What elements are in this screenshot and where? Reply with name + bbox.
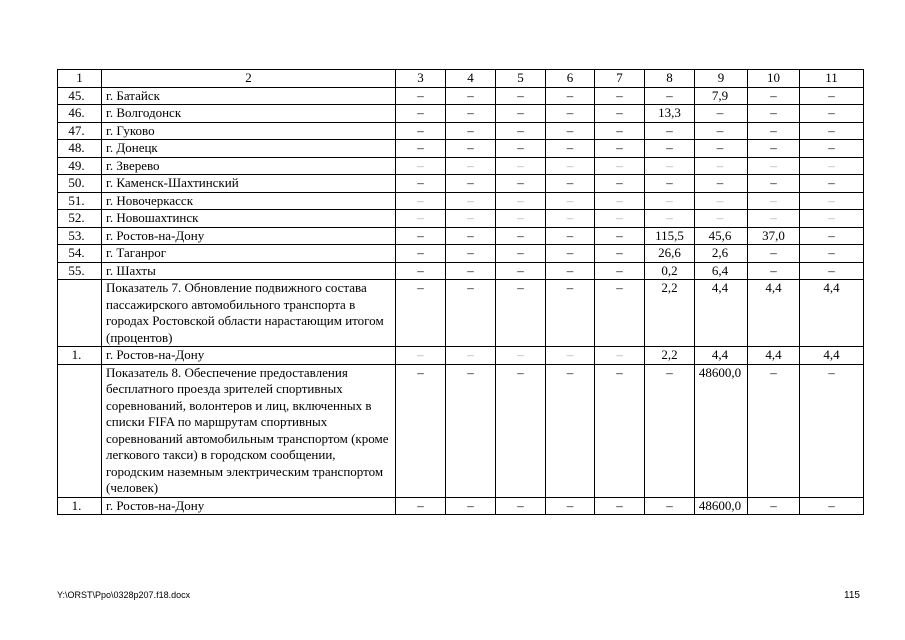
footer-file-path: Y:\ORST\Ppo\0328p207.f18.docx xyxy=(57,590,191,600)
value-cell: – xyxy=(800,497,864,515)
header-cell: 2 xyxy=(102,70,396,88)
value-cell: – xyxy=(496,140,546,158)
value-cell: – xyxy=(748,262,800,280)
value-cell: – xyxy=(396,280,446,347)
value-cell: – xyxy=(645,497,695,515)
value-cell: – xyxy=(748,364,800,497)
row-number: 49. xyxy=(58,157,102,175)
row-number: 51. xyxy=(58,192,102,210)
value-cell: 4,4 xyxy=(748,347,800,365)
row-number: 53. xyxy=(58,227,102,245)
header-cell: 10 xyxy=(748,70,800,88)
value-cell: – xyxy=(546,157,595,175)
row-name: г. Новочеркасск xyxy=(102,192,396,210)
table-row xyxy=(58,280,864,347)
table-row xyxy=(58,122,864,140)
table-row xyxy=(58,245,864,263)
value-cell: – xyxy=(396,192,446,210)
value-cell: – xyxy=(496,245,546,263)
value-cell: 4,4 xyxy=(800,347,864,365)
value-cell: – xyxy=(496,175,546,193)
value-cell: – xyxy=(595,122,645,140)
row-name: Показатель 8. Обеспечение предоставления бесплатного проезда зрителей спортивных соревнований, волонтеров и лиц, включенных в списки FIFA по маршрутам спортивных соревнований автомобильным транспортом (кроме легкового такси) в городском сообщении, городским наземным электрическим транспортом (человек) xyxy=(102,364,396,497)
value-cell: – xyxy=(396,122,446,140)
value-cell: – xyxy=(496,122,546,140)
value-cell: – xyxy=(695,192,748,210)
row-name: г. Ростов-на-Дону xyxy=(102,227,396,245)
row-number: 48. xyxy=(58,140,102,158)
value-cell: – xyxy=(595,497,645,515)
value-cell: 48600,0 xyxy=(695,497,748,515)
value-cell: – xyxy=(800,140,864,158)
value-cell: – xyxy=(496,210,546,228)
value-cell: – xyxy=(546,262,595,280)
value-cell: 2,6 xyxy=(695,245,748,263)
value-cell: – xyxy=(446,245,496,263)
value-cell: – xyxy=(595,192,645,210)
value-cell: – xyxy=(748,497,800,515)
value-cell: 4,4 xyxy=(800,280,864,347)
value-cell: – xyxy=(595,347,645,365)
row-name: г. Волгодонск xyxy=(102,105,396,123)
value-cell: – xyxy=(446,347,496,365)
row-name: г. Новошахтинск xyxy=(102,210,396,228)
value-cell: – xyxy=(800,175,864,193)
header-cell: 1 xyxy=(58,70,102,88)
value-cell: – xyxy=(800,122,864,140)
data-table xyxy=(57,69,864,515)
value-cell: – xyxy=(396,262,446,280)
page-number: 115 xyxy=(844,590,860,601)
value-cell: 45,6 xyxy=(695,227,748,245)
value-cell: 4,4 xyxy=(695,280,748,347)
row-name: г. Гуково xyxy=(102,122,396,140)
value-cell: – xyxy=(645,122,695,140)
value-cell: – xyxy=(446,140,496,158)
row-number: 50. xyxy=(58,175,102,193)
value-cell: – xyxy=(546,280,595,347)
value-cell: – xyxy=(546,245,595,263)
value-cell: – xyxy=(800,262,864,280)
table-row xyxy=(58,87,864,105)
row-number xyxy=(58,364,102,497)
value-cell: – xyxy=(546,347,595,365)
value-cell: – xyxy=(595,364,645,497)
value-cell: – xyxy=(748,87,800,105)
value-cell: – xyxy=(446,227,496,245)
value-cell: – xyxy=(800,210,864,228)
value-cell: – xyxy=(496,262,546,280)
value-cell: 2,2 xyxy=(645,347,695,365)
table-row xyxy=(58,364,864,497)
value-cell: – xyxy=(546,87,595,105)
value-cell: – xyxy=(748,210,800,228)
value-cell: – xyxy=(396,175,446,193)
value-cell: – xyxy=(800,364,864,497)
value-cell: – xyxy=(446,262,496,280)
table-row xyxy=(58,140,864,158)
table-row xyxy=(58,347,864,365)
row-number: 47. xyxy=(58,122,102,140)
value-cell: – xyxy=(645,140,695,158)
value-cell: – xyxy=(446,87,496,105)
value-cell: – xyxy=(446,210,496,228)
header-cell: 6 xyxy=(546,70,595,88)
value-cell: – xyxy=(748,175,800,193)
value-cell: – xyxy=(446,280,496,347)
value-cell: – xyxy=(800,105,864,123)
value-cell: – xyxy=(446,105,496,123)
value-cell: – xyxy=(396,347,446,365)
row-name: г. Ростов-на-Дону xyxy=(102,497,396,515)
value-cell: – xyxy=(695,175,748,193)
value-cell: – xyxy=(496,280,546,347)
value-cell: – xyxy=(595,105,645,123)
value-cell: – xyxy=(748,122,800,140)
value-cell: – xyxy=(800,245,864,263)
table-row xyxy=(58,210,864,228)
value-cell: – xyxy=(595,245,645,263)
value-cell: – xyxy=(595,210,645,228)
value-cell: – xyxy=(496,87,546,105)
value-cell: – xyxy=(748,105,800,123)
header-cell: 3 xyxy=(396,70,446,88)
value-cell: – xyxy=(546,497,595,515)
value-cell: – xyxy=(748,157,800,175)
value-cell: – xyxy=(396,245,446,263)
row-number: 46. xyxy=(58,105,102,123)
value-cell: – xyxy=(800,192,864,210)
row-number: 55. xyxy=(58,262,102,280)
header-cell: 4 xyxy=(446,70,496,88)
value-cell: – xyxy=(396,364,446,497)
value-cell: – xyxy=(546,210,595,228)
value-cell: – xyxy=(396,497,446,515)
table-row xyxy=(58,157,864,175)
value-cell: – xyxy=(645,175,695,193)
value-cell: – xyxy=(748,140,800,158)
value-cell: – xyxy=(546,364,595,497)
value-cell: – xyxy=(446,192,496,210)
value-cell: 0,2 xyxy=(645,262,695,280)
value-cell: – xyxy=(645,192,695,210)
value-cell: 4,4 xyxy=(695,347,748,365)
value-cell: – xyxy=(546,140,595,158)
value-cell: – xyxy=(595,227,645,245)
value-cell: – xyxy=(748,192,800,210)
row-name: г. Батайск xyxy=(102,87,396,105)
row-name: г. Зверево xyxy=(102,157,396,175)
value-cell: – xyxy=(695,122,748,140)
header-cell: 5 xyxy=(496,70,546,88)
header-cell: 9 xyxy=(695,70,748,88)
value-cell: – xyxy=(396,105,446,123)
table-row xyxy=(58,175,864,193)
value-cell: – xyxy=(546,192,595,210)
value-cell: – xyxy=(595,280,645,347)
table-row xyxy=(58,227,864,245)
row-number: 1. xyxy=(58,347,102,365)
value-cell: – xyxy=(695,140,748,158)
value-cell: – xyxy=(595,140,645,158)
value-cell: – xyxy=(396,227,446,245)
value-cell: – xyxy=(396,87,446,105)
value-cell: – xyxy=(496,347,546,365)
value-cell: – xyxy=(446,175,496,193)
row-number: 45. xyxy=(58,87,102,105)
row-number: 52. xyxy=(58,210,102,228)
table-row xyxy=(58,262,864,280)
row-name: г. Шахты xyxy=(102,262,396,280)
value-cell: – xyxy=(446,497,496,515)
value-cell: – xyxy=(645,157,695,175)
row-number: 1. xyxy=(58,497,102,515)
value-cell: – xyxy=(645,87,695,105)
value-cell: – xyxy=(496,192,546,210)
row-name: г. Таганрог xyxy=(102,245,396,263)
value-cell: – xyxy=(800,87,864,105)
value-cell: – xyxy=(546,122,595,140)
value-cell: – xyxy=(396,140,446,158)
value-cell: – xyxy=(496,157,546,175)
table-row xyxy=(58,497,864,515)
header-cell: 11 xyxy=(800,70,864,88)
value-cell: – xyxy=(496,227,546,245)
value-cell: – xyxy=(446,364,496,497)
value-cell: – xyxy=(748,245,800,263)
value-cell: – xyxy=(396,210,446,228)
value-cell: – xyxy=(546,105,595,123)
value-cell: – xyxy=(546,227,595,245)
row-name: г. Ростов-на-Дону xyxy=(102,347,396,365)
value-cell: – xyxy=(800,227,864,245)
value-cell: – xyxy=(496,364,546,497)
row-name: г. Донецк xyxy=(102,140,396,158)
header-cell: 7 xyxy=(595,70,645,88)
value-cell: – xyxy=(496,497,546,515)
value-cell: – xyxy=(695,105,748,123)
value-cell: – xyxy=(595,175,645,193)
value-cell: 115,5 xyxy=(645,227,695,245)
value-cell: – xyxy=(695,157,748,175)
value-cell: – xyxy=(496,105,546,123)
header-cell: 8 xyxy=(645,70,695,88)
value-cell: – xyxy=(446,122,496,140)
value-cell: – xyxy=(595,157,645,175)
value-cell: – xyxy=(645,364,695,497)
value-cell: – xyxy=(645,210,695,228)
value-cell: – xyxy=(800,157,864,175)
value-cell: 48600,0 xyxy=(695,364,748,497)
value-cell: – xyxy=(595,262,645,280)
header-row xyxy=(58,70,864,88)
row-name: г. Каменск-Шахтинский xyxy=(102,175,396,193)
value-cell: 37,0 xyxy=(748,227,800,245)
table-row xyxy=(58,105,864,123)
value-cell: – xyxy=(396,157,446,175)
row-number: 54. xyxy=(58,245,102,263)
value-cell: 2,2 xyxy=(645,280,695,347)
value-cell: – xyxy=(546,175,595,193)
row-number xyxy=(58,280,102,347)
value-cell: 26,6 xyxy=(645,245,695,263)
value-cell: – xyxy=(695,210,748,228)
value-cell: 4,4 xyxy=(748,280,800,347)
value-cell: 13,3 xyxy=(645,105,695,123)
value-cell: – xyxy=(446,157,496,175)
value-cell: 6,4 xyxy=(695,262,748,280)
row-name: Показатель 7. Обновление подвижного состава пассажирского автомобильного транспорта в городах Ростовской области нарастающим итогом (процентов) xyxy=(102,280,396,347)
value-cell: 7,9 xyxy=(695,87,748,105)
value-cell: – xyxy=(595,87,645,105)
table-row xyxy=(58,192,864,210)
